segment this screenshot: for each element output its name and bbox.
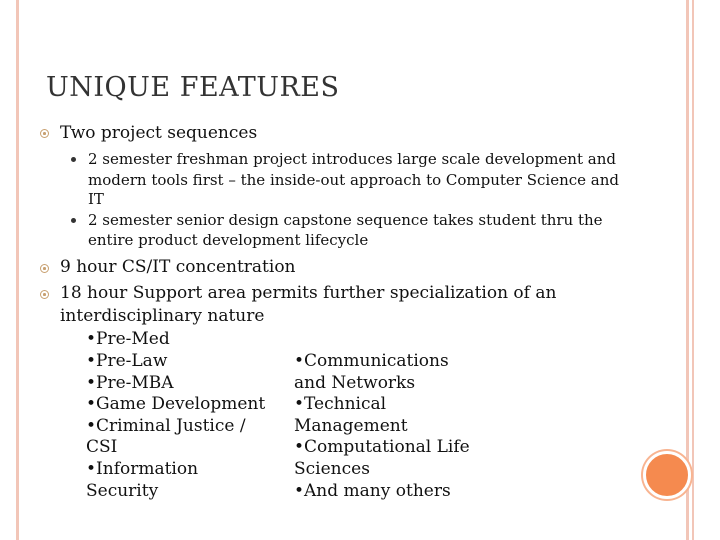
bullet-icon [40,290,49,299]
sub-bullet-icon [71,157,76,162]
sub-bullet-line: 2 semester freshman project introduces large scale development and [88,150,616,168]
support-area-item: •Information [86,459,199,479]
bullet-text: 9 hour CS/IT concentration [60,257,296,277]
sub-bullet-line: entire product development lifecycle [88,231,369,249]
support-area-item: •Technical [294,394,387,414]
bullet-icon [40,129,49,138]
bullet-text: Two project sequences [60,123,258,143]
support-area-item: •And many others [294,481,451,501]
bullet-line: interdisciplinary nature [60,306,265,326]
support-area-item: •Communications [294,351,449,371]
left-border-line [16,0,19,540]
support-area-item: Management [294,416,408,436]
sub-bullet-line: IT [88,190,104,208]
sub-bullet-line: modern tools first – the inside-out approach to Computer Science and [88,171,619,189]
support-area-item: •Pre-Med [86,329,170,349]
right-border-line-inner [692,0,694,540]
accent-circle [643,451,691,499]
support-area-item: Security [86,481,159,501]
sub-bullet-line: 2 semester senior design capstone sequence takes student thru the [88,211,603,229]
support-area-item: •Criminal Justice / [86,416,246,436]
support-area-item: •Computational Life [294,437,470,457]
bullet-line: 18 hour Support area permits further specialization of an [60,283,557,303]
right-border-line [686,0,689,540]
support-area-item: •Pre-Law [86,351,168,371]
support-area-item: CSI [86,437,118,457]
support-area-item: Sciences [294,459,370,479]
bullet-icon [40,264,49,273]
support-area-item: •Pre-MBA [86,373,174,393]
support-area-item: •Game Development [86,394,266,414]
slide-title: UNIQUE FEATURES [46,72,340,103]
support-area-item: and Networks [294,373,416,393]
sub-bullet-icon [71,218,76,223]
